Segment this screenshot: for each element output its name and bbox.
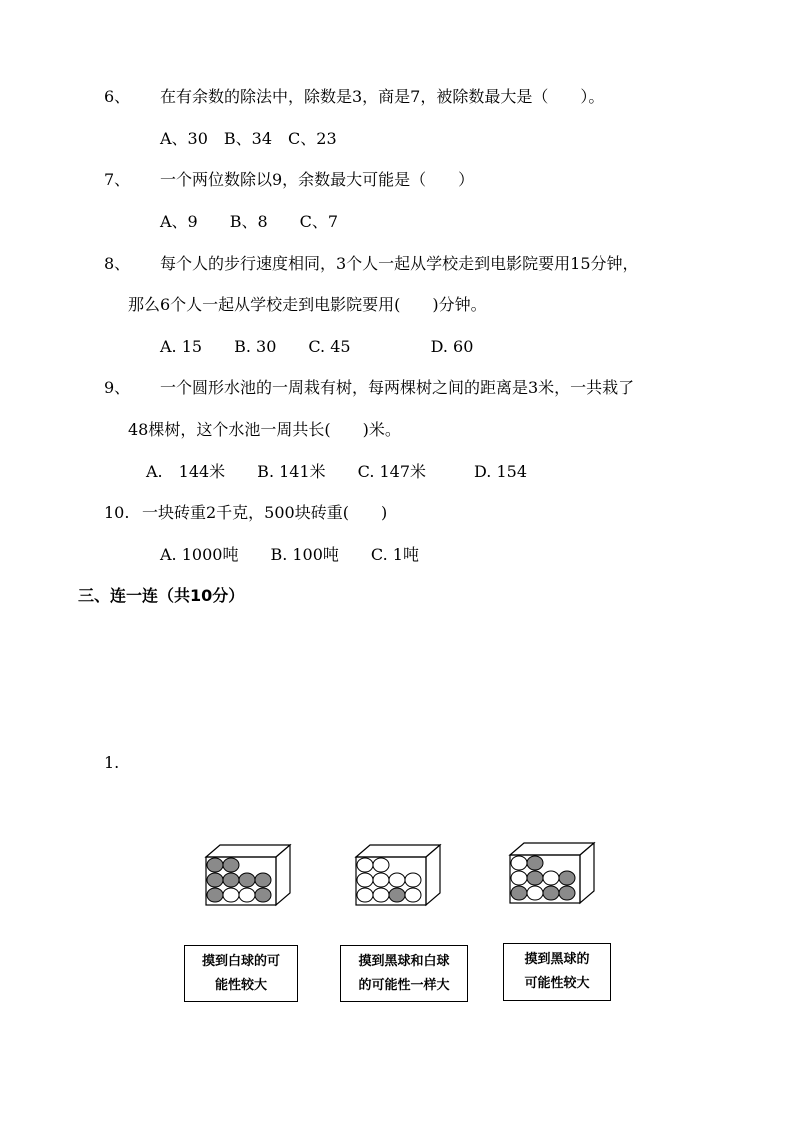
question-7-number: 7、 xyxy=(104,170,131,189)
black-ball xyxy=(239,873,255,887)
black-ball xyxy=(527,871,543,885)
label-box-black-more-likely[interactable] xyxy=(503,943,611,1001)
ball-crate-3 xyxy=(508,841,598,905)
white-ball xyxy=(223,888,239,902)
white-ball xyxy=(357,858,373,872)
white-ball xyxy=(405,873,421,887)
black-ball xyxy=(527,856,543,870)
question-9-text: 一个圆形水池的一周栽有树，每两棵树之间的距离是3米，一共栽了 xyxy=(160,378,635,397)
ball-crate-2 xyxy=(354,843,444,907)
black-ball xyxy=(543,886,559,900)
white-ball xyxy=(357,873,373,887)
label-box-1-line2: 能性较大 xyxy=(214,977,267,993)
white-ball xyxy=(511,871,527,885)
label-box-white-more-likely[interactable] xyxy=(184,945,298,1002)
question-6-number: 6、 xyxy=(104,87,131,106)
question-8-number: 8、 xyxy=(104,254,131,273)
white-ball xyxy=(543,871,559,885)
white-ball xyxy=(373,858,389,872)
white-ball xyxy=(239,888,255,902)
white-ball xyxy=(373,888,389,902)
question-8-text: 每个人的步行速度相同，3个人一起从学校走到电影院要用15分钟， xyxy=(160,254,639,273)
black-ball xyxy=(207,858,223,872)
label-box-3-line1: 摸到黑球的 xyxy=(524,952,590,967)
item-label: 1. xyxy=(104,753,120,772)
black-ball xyxy=(559,871,575,885)
black-ball xyxy=(511,886,527,900)
label-box-2-line1: 摸到黑球和白球 xyxy=(358,953,450,969)
black-ball xyxy=(559,886,575,900)
white-ball xyxy=(405,888,421,902)
black-ball xyxy=(389,888,405,902)
question-10-options: A. 1000吨 B. 100吨 C. 1吨 xyxy=(160,545,419,564)
black-ball xyxy=(223,858,239,872)
section-heading: 三、连一连（共10分） xyxy=(78,586,245,605)
label-box-equal-likely[interactable] xyxy=(340,945,468,1002)
question-9-text-cont: 48棵树，这个水池一周共长( )米。 xyxy=(128,420,401,439)
black-ball xyxy=(207,888,223,902)
label-box-3-line2: 可能性较大 xyxy=(524,976,590,991)
black-ball xyxy=(207,873,223,887)
question-8-text-cont: 那么6个人一起从学校走到电影院要用( )分钟。 xyxy=(128,295,487,314)
black-ball xyxy=(255,873,271,887)
question-8-options: A. 15 B. 30 C. 45 D. 60 xyxy=(160,337,474,356)
question-10-number: 10. xyxy=(104,503,130,522)
white-ball xyxy=(527,886,543,900)
question-9-options: A. 144米 B. 141米 C. 147米 D. 154 xyxy=(146,462,528,481)
white-ball xyxy=(357,888,373,902)
question-10-text: 一块砖重2千克，500块砖重( ) xyxy=(142,503,388,522)
black-ball xyxy=(255,888,271,902)
question-9-number: 9、 xyxy=(104,378,131,397)
label-box-2-line2: 的可能性一样大 xyxy=(358,977,450,993)
white-ball xyxy=(511,856,527,870)
question-7-text: 一个两位数除以9，余数最大可能是（ ） xyxy=(160,170,475,189)
question-6-options: A、30 B、34 C、23 xyxy=(160,129,337,148)
question-6-text: 在有余数的除法中，除数是3，商是7，被除数最大是（ ）。 xyxy=(160,87,605,106)
ball-crate-1 xyxy=(204,843,294,907)
white-ball xyxy=(373,873,389,887)
white-ball xyxy=(389,873,405,887)
label-box-1-line1: 摸到白球的可 xyxy=(201,953,280,969)
black-ball xyxy=(223,873,239,887)
question-7-options: A、9 B、8 C、7 xyxy=(160,212,339,231)
